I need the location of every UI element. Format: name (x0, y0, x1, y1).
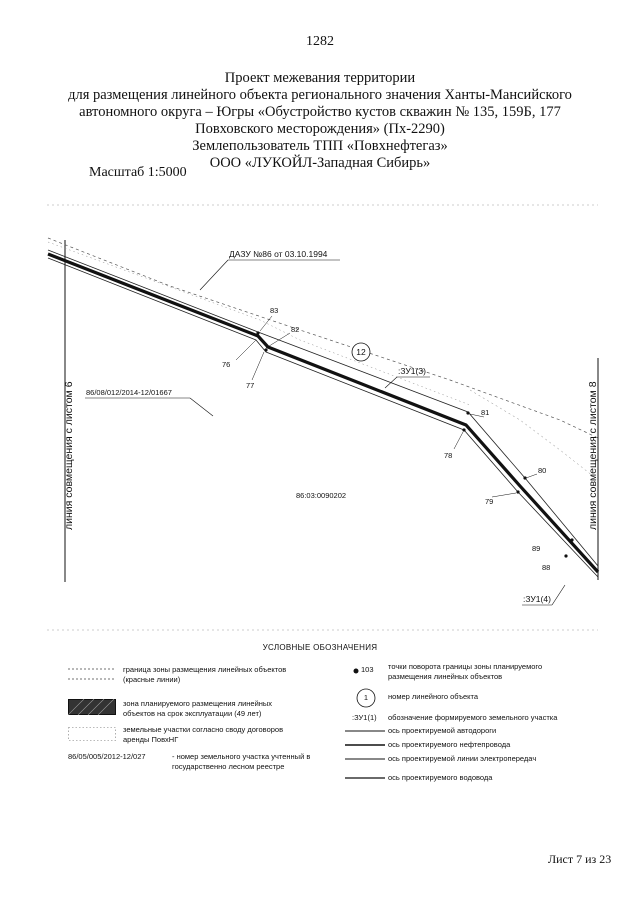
title-line: Проект межевания территории (224, 70, 416, 86)
dazu-leader (200, 260, 228, 290)
turning-point (570, 538, 573, 541)
legend-object-desc: номер линейного объекта (388, 692, 479, 701)
turning-point (466, 411, 469, 414)
point-number: 79 (485, 497, 494, 506)
title-line: ООО «ЛУКОЙЛ-Западная Сибирь» (209, 155, 431, 171)
point-number: 83 (270, 306, 279, 315)
cadastral-block-label: 86:03:0090202 (296, 491, 347, 500)
legend-red-lines-symbol (68, 667, 116, 681)
legend-zone: зона планируемого размещения линейных объектов на срок эксплуатации (49 лет) (123, 699, 273, 718)
legend-lease: земельные участки согласно своду договоров аренды ПовхНГ (123, 725, 284, 744)
point-number: 80 (538, 466, 547, 475)
point-number: 77 (246, 381, 255, 390)
point-leader (236, 340, 256, 360)
sheet-number: Лист 7 из 23 (548, 852, 612, 866)
legend-title: УСЛОВНЫЕ ОБОЗНАЧЕНИЯ (262, 643, 378, 652)
turning-point (516, 490, 519, 493)
parcel-zu1-3-leader (385, 377, 397, 388)
legend-power: ось проектируемой линии электропередач (388, 754, 537, 763)
point-number: 88 (542, 563, 551, 572)
point-leader (252, 352, 264, 380)
dazu-label: ДАЗУ №86 от 03.10.1994 (229, 249, 328, 259)
title-line: для размещения линейного объекта регионального значения Ханты-Мансийского (68, 87, 572, 103)
dazu-boundary (48, 238, 598, 438)
legend-lease-symbol (68, 727, 116, 741)
point-leader (492, 493, 516, 497)
point-number: 81 (481, 408, 490, 417)
legend-road: ось проектируемой автодороги (388, 726, 497, 735)
turning-point (264, 348, 267, 351)
legend-red-lines: граница зоны размещения линейных объектов (красные линии) (123, 665, 287, 684)
legend-parcel-code: :ЗУ1(1) (352, 713, 377, 722)
point-number: 82 (291, 325, 300, 334)
turning-point (564, 554, 567, 557)
legend-forest-code: 86/05/005/2012-12/027 (68, 752, 146, 761)
legend-parcel-desc: обозначение формируемого земельного участка (388, 713, 558, 722)
title-line: Землепользователь ТПП «Повхнефтегаз» (192, 138, 448, 154)
planned-zone (48, 254, 598, 572)
forest-area-outline (470, 390, 598, 480)
forest-parcel-label: 86/08/012/2014-12/01667 (86, 388, 172, 397)
title-line: автономного округа – Югры «Обустройство кустов скважин № 135, 159Б, 177 (79, 104, 561, 120)
point-leader (260, 316, 272, 331)
parcel-zu1-4-label: :ЗУ1(4) (523, 594, 551, 604)
turning-point (462, 428, 465, 431)
legend-oil: ось проектируемого нефтепровода (388, 740, 511, 749)
point-number: 76 (222, 360, 231, 369)
left-sheet-label: линия совмещения с листом 6 (63, 381, 75, 530)
object-number: 12 (356, 347, 366, 357)
legend-forest-desc: - номер земельного участка учтенный в государственно лесном реестре (172, 752, 311, 771)
right-sheet-label: линия совмещения с листом 8 (587, 381, 599, 530)
legend-point-code: 103 (361, 665, 374, 674)
legend-zone-symbol (68, 699, 116, 715)
title-line: Повховского месторождения» (Пх-2290) (195, 121, 445, 137)
point-leader (266, 333, 290, 348)
page-number: 1282 (306, 34, 334, 49)
point-leader (526, 474, 537, 478)
map-scale: Масштаб 1:5000 (89, 165, 187, 180)
cadastral-map (0, 195, 640, 635)
legend-point-desc: точки поворота границы зоны планируемого размещения линейных объектов (388, 662, 543, 681)
legend-water: ось проектируемого водовода (388, 773, 493, 782)
legend-object-code: 1 (363, 693, 369, 702)
legend-point-symbol (352, 667, 360, 675)
forest-parcel-leader (190, 398, 213, 416)
red-line-lower (48, 258, 598, 577)
red-line-upper (48, 250, 598, 566)
parcel-zu1-3-label: :ЗУ1(3) (398, 366, 426, 376)
turning-point (256, 331, 259, 334)
legend-axis-symbols (345, 726, 385, 796)
point-number: 89 (532, 544, 541, 553)
point-number: 78 (444, 451, 453, 460)
point-leader (454, 432, 463, 449)
document-title (60, 70, 580, 172)
parcel-zu1-4-leader (552, 585, 565, 605)
dazu-boundary-inner (48, 242, 470, 405)
